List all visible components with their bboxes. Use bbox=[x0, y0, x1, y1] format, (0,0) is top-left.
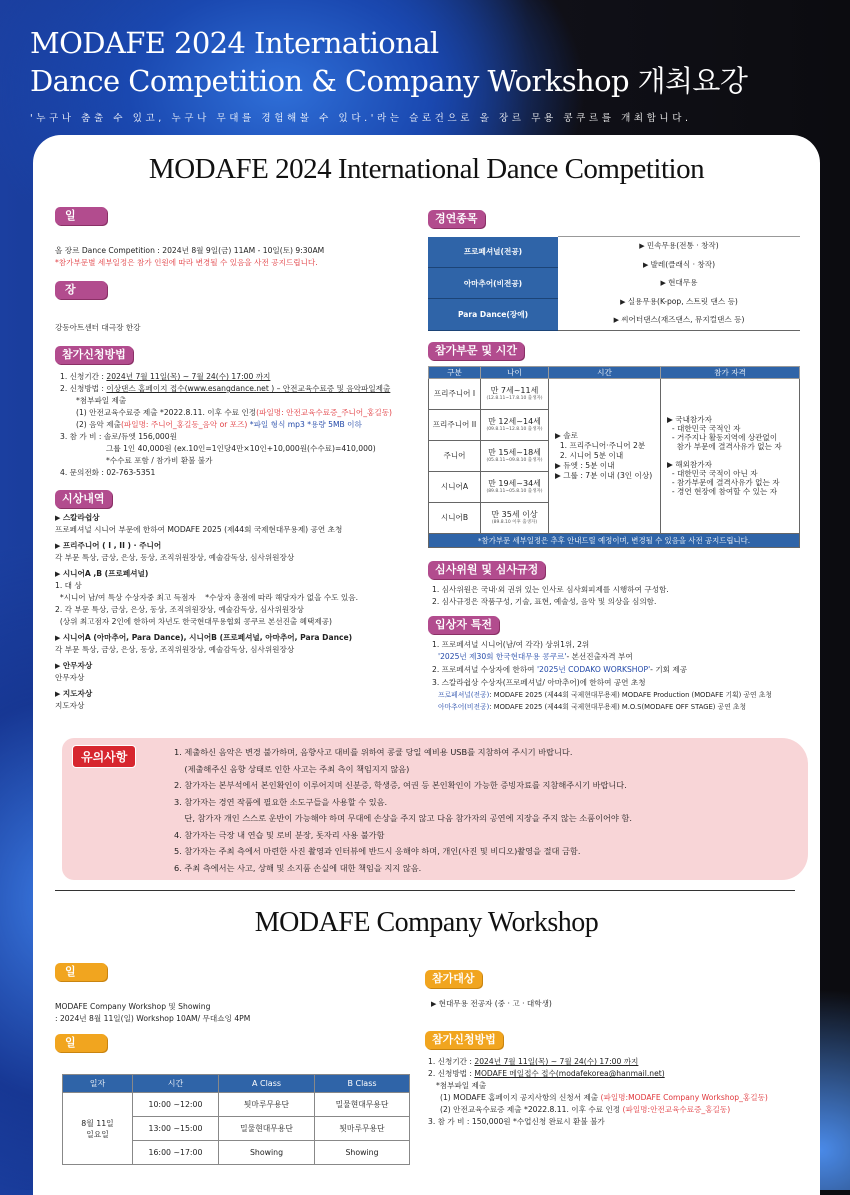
division-name: 시니어B bbox=[429, 502, 481, 533]
benefit-pro-detail: : MODAFE 2025 (제44회 국제현대무용제) MODAFE Production (MODAFE 기획) 공연 초청 bbox=[489, 690, 772, 699]
fee3: *수수료 포함 / 참가비 환불 불가 bbox=[106, 456, 213, 465]
qualification-line: - 대한민국 국적인 자 bbox=[667, 424, 741, 433]
award-detail: 각 부문 특상, 금상, 은상, 동상, 조직위원장상, 예술감독상, 심사위원장상 bbox=[55, 645, 295, 654]
play-arrow-icon: ▶ bbox=[620, 297, 628, 306]
award-detail: 프로페셔널 시니어 부문에 한하여 MODAFE 2025 (제44회 국제현대무용제) 공연 초청 bbox=[55, 525, 343, 534]
age: 만 7세~11세 bbox=[490, 386, 539, 395]
notice-line: 단, 참가자 개인 스스로 운반이 가능해야 하며 무대에 손상을 주지 않고 다음 참가자의 공연에 지장을 주지 않는 소품이어야 함. bbox=[174, 813, 632, 823]
time-cell bbox=[549, 378, 661, 533]
benefit-1: 1. 프로페셔널 시니어(남/여 각각) 상위1위, 2위 bbox=[432, 639, 590, 649]
genre-item bbox=[558, 237, 800, 256]
genre-item bbox=[558, 274, 800, 293]
judging-label: 심사위원 및 심사규정 bbox=[428, 561, 545, 579]
benefit-2-highlight: '2025년 CODAKO WORKSHOP' bbox=[536, 664, 651, 674]
time-line: 2. 시니어 5분 이내 bbox=[555, 450, 624, 460]
file2-format: *파일 형식 mp3 *용량 5MB 이하 bbox=[247, 420, 362, 429]
qualification-line: - 참가부문에 결격사유가 없는 자 bbox=[667, 478, 780, 487]
division-row bbox=[429, 378, 800, 409]
col-header: 구분 bbox=[429, 366, 481, 378]
award-title: 스칼라쉽상 bbox=[62, 513, 100, 522]
notice-line: 1. 제출하신 음악은 변경 불가하며, 음향사고 대비를 위하여 콩쿨 당일 예비용 USB를 지참하여 주시기 바랍니다. bbox=[174, 747, 573, 757]
col-header: 시간 bbox=[549, 366, 661, 378]
ws-apply-list bbox=[425, 1056, 800, 1128]
schedule-note: *참가부문별 세부일정은 참가 인원에 따라 변경될 수 있음을 사전 공지드립니다. bbox=[55, 258, 318, 267]
qualification-line: 참가 부문에 결격사유가 없는 자 bbox=[667, 442, 782, 451]
fee: 3. 참 가 비 : 150,000원 *수업신청 완료시 환불 불가 bbox=[428, 1117, 605, 1126]
award-heading bbox=[55, 540, 420, 552]
benefit-1-highlight: '2025년 제30회 한국현대무용 콩쿠르' bbox=[438, 651, 567, 661]
file1: (1) 안전교육수료증 제출 *2022.8.11. 이후 수료 인정 bbox=[76, 408, 257, 417]
awards-label: 시상내역 bbox=[55, 490, 112, 508]
workshop-title: MODAFE Company Workshop bbox=[254, 907, 599, 938]
award-detail: *시니어 남/여 특상 수상자중 최고 득점자 *수상자 총점에 따라 해당자가 없을 수도 있음. bbox=[55, 593, 359, 602]
timetable bbox=[62, 1074, 410, 1165]
age: 만 19세~34세 bbox=[488, 479, 541, 488]
file2: (2) 안전교육수료증 제출 *2022.8.11. 이후 수료 인정 bbox=[440, 1105, 623, 1114]
award-heading bbox=[55, 512, 420, 524]
cell: 밀물현대무용단 bbox=[219, 1117, 315, 1141]
award-detail: 안무자상 bbox=[55, 673, 85, 682]
play-arrow-icon: ▶ bbox=[431, 1000, 439, 1008]
play-arrow-icon: ▶ bbox=[55, 634, 63, 642]
file2: (2) 음악 제출 bbox=[76, 420, 121, 429]
award-title: 안무자상 bbox=[62, 661, 93, 670]
col-header: B Class bbox=[315, 1075, 410, 1093]
divisions-table bbox=[428, 366, 800, 548]
events-genres bbox=[558, 237, 800, 331]
cell: Showing bbox=[219, 1141, 315, 1165]
award-heading bbox=[55, 568, 420, 580]
award-heading bbox=[55, 688, 420, 700]
play-arrow-icon: ▶ bbox=[613, 316, 622, 324]
judging-line: 2. 심사규정은 작품구성, 기술, 표현, 예술성, 음악 및 의상을 심의함. bbox=[432, 596, 657, 606]
benefits-list bbox=[428, 639, 800, 713]
benefit-3: 3. 스칼라쉽상 수상자(프로페셔널/ 아마추어)에 한하여 공연 초청 bbox=[432, 677, 646, 687]
division-age bbox=[481, 378, 549, 409]
play-arrow-icon: ▶ bbox=[55, 570, 63, 578]
competition-title: MODAFE 2024 International Dance Competition bbox=[148, 153, 705, 185]
birth-range: (05.8.11~09.8.10 출생자) bbox=[486, 458, 543, 463]
divisions-footer: *참가부문 세부일정은 추후 안내드릴 예정이며, 변경될 수 있음을 사전 공지드립니다. bbox=[429, 533, 800, 547]
play-arrow-icon: ▶ bbox=[55, 542, 63, 550]
play-arrow-icon: ▶ bbox=[642, 260, 651, 269]
poster-title-line1: MODAFE 2024 International bbox=[30, 26, 439, 60]
period-value: 2024년 7월 11일(목) ~ 7월 24(수) 17:00 까지 bbox=[474, 1057, 639, 1066]
birth-range: (12.8.11~17.8.10 출생자) bbox=[486, 396, 543, 401]
benefit-amateur-label: 아마추어(비전공) bbox=[438, 702, 490, 711]
award-detail: 지도자상 bbox=[55, 701, 85, 710]
division-name: 프리주니어 I bbox=[429, 378, 481, 409]
genre-label: 씨어터댄스(재즈댄스, 뮤지컬댄스 등) bbox=[621, 315, 745, 324]
age: 만 12세~14세 bbox=[488, 417, 541, 426]
fee1: 3. 참 가 비 : 솔로/듀엣 156,000원 bbox=[60, 432, 177, 441]
division-age bbox=[481, 471, 549, 502]
col-header: 시간 bbox=[133, 1075, 219, 1093]
notice-box bbox=[62, 738, 808, 880]
award-title: 시니어A (아마추어, Para Dance), 시니어B (프로페셔널, 아마추어, Para Dance) bbox=[62, 633, 353, 642]
notice-line: 6. 주최 측에서는 사고, 상해 및 소지품 손실에 대한 책임을 지지 않음. bbox=[174, 862, 422, 873]
notice-line: 2. 참가자는 본부석에서 본인확인이 이루어지며 신분증, 학생증, 여권 등 본인확인이 가능한 증빙자료를 지참해주시기 바랍니다. bbox=[174, 780, 627, 790]
weekday: 일요일 bbox=[86, 1129, 109, 1139]
fee2: 그룹 1인 40,000원 (ex.10인=1인당4만×10인+10,000원(수수료)=410,000) bbox=[106, 444, 376, 453]
division-name: 프리주니어 II bbox=[429, 409, 481, 440]
period-value: 2024년 7월 11일(목) ~ 7월 24(수) 17:00 까지 bbox=[106, 372, 271, 381]
events-category: 아마추어(비전공) bbox=[428, 268, 558, 299]
schedule-text: 올 장르 Dance Competition : 2024년 8월 9일(금) 11AM - 10일(토) 9:30AM bbox=[55, 246, 325, 255]
events-category: 프로페셔널(전공) bbox=[428, 237, 558, 268]
division-age bbox=[481, 502, 549, 533]
division-name: 주니어 bbox=[429, 440, 481, 471]
method-value: 이상댄스 홈페이지 접수(www.esangdance.net ) – 안전교육수료증 및 음악파일제출 bbox=[106, 384, 391, 393]
date: 8월 11일 bbox=[81, 1118, 114, 1128]
notice-list bbox=[174, 744, 632, 876]
division-age bbox=[481, 440, 549, 471]
qualification-line: - 대한민국 국적이 아닌 자 bbox=[667, 469, 758, 478]
apply-list bbox=[55, 371, 420, 479]
birth-range: (89.8.10 이후 출생자) bbox=[491, 520, 538, 525]
genre-label: 실용무용(K-pop, 스트릿 댄스 등) bbox=[627, 296, 738, 306]
award-detail: 1. 대 상 bbox=[55, 581, 82, 590]
benefits-label: 입상자 특전 bbox=[428, 616, 499, 634]
benefit-1-detail: - 본선진출자격 부여 bbox=[566, 651, 633, 661]
notice-line: (제출해주신 음향 상태로 인한 사고는 주최 측이 책임지지 않음) bbox=[174, 763, 410, 774]
divider bbox=[55, 890, 795, 891]
events-category: Para Dance(장애) bbox=[428, 299, 558, 330]
benefit-2-detail: - 기회 제공 bbox=[650, 664, 688, 674]
slogan: '누구나 춤출 수 있고, 누구나 무대를 경험해볼 수 있다.'라는 슬로건으로 올 장르 무용 콩쿠르를 개최합니다. bbox=[30, 113, 692, 124]
cell: Showing bbox=[315, 1141, 410, 1165]
award-title: 프리주니어 ( I , II ) · 주니어 bbox=[62, 541, 162, 550]
play-arrow-icon: ▶ bbox=[660, 279, 669, 287]
schedule-label: 일 시 bbox=[55, 207, 107, 225]
file2-name: (파일명: 주니어_홍길동_음악 or 포즈) bbox=[120, 420, 248, 429]
award-detail: 2. 각 부문 특상, 금상, 은상, 동상, 조직위원장상, 예술감독상, 심사위원장상 bbox=[55, 605, 304, 614]
birth-range: (89.8.11~05.8.10 출생자) bbox=[486, 489, 543, 494]
play-arrow-icon: ▶ bbox=[55, 690, 63, 698]
genre-label: 발레(클래식 · 창작) bbox=[650, 259, 716, 269]
timetable-label: 일 정 bbox=[55, 1034, 107, 1052]
age: 만 15세~18세 bbox=[488, 448, 541, 457]
notice-line: 3. 참가자는 경연 작품에 필요한 소도구들을 사용할 수 있음. bbox=[174, 796, 388, 807]
ws-schedule-line1: MODAFE Company Workshop 및 Showing bbox=[55, 1002, 211, 1011]
cell: 13:00 ~15:00 bbox=[133, 1117, 219, 1141]
award-detail: 각 부문 특상, 금상, 은상, 동상, 조직위원장상, 예술감독상, 심사위원장상 bbox=[55, 553, 295, 562]
play-arrow-icon: ▶ bbox=[55, 514, 63, 522]
award-title: 지도자상 bbox=[62, 689, 93, 698]
competition-right-column bbox=[428, 207, 800, 713]
col-header: 일자 bbox=[63, 1075, 133, 1093]
age: 만 35세 이상 bbox=[491, 510, 538, 519]
genre-item bbox=[558, 293, 800, 312]
qualification-line: ▶ 국내참가자 bbox=[667, 415, 712, 424]
benefit-pro-label: 프로페셔널(전공) bbox=[438, 690, 490, 699]
qualification-line: ▶ 해외참가자 bbox=[667, 460, 712, 469]
notice-line: 4. 참가자는 극장 내 연습 및 로비 분장, 돗자리 사용 불가함 bbox=[174, 829, 385, 840]
col-header: A Class bbox=[219, 1075, 315, 1093]
ws-apply-label: 참가신청방법 bbox=[425, 1031, 503, 1049]
workshop-left-column bbox=[55, 963, 415, 1165]
workshop-right-column bbox=[425, 967, 800, 1128]
qualification-line bbox=[667, 451, 799, 460]
attach-note: *첨부파일 제출 bbox=[76, 396, 127, 405]
notice-line: 5. 참가자는 주최 측에서 마련한 사진 촬영과 인터뷰에 반드시 응해야 하며, 개인(사진 및 비디오)촬영을 절대 금함. bbox=[174, 846, 581, 856]
attach-note: *첨부파일 제출 bbox=[436, 1081, 487, 1090]
venue-label: 장 소 bbox=[55, 281, 107, 299]
col-header: 나이 bbox=[481, 366, 549, 378]
time-line: ▶ 솔로 bbox=[555, 430, 578, 440]
method-label: 2. 신청방법 : bbox=[60, 384, 107, 393]
competition-left-column bbox=[55, 207, 420, 712]
play-arrow-icon: ▶ bbox=[55, 662, 63, 670]
file1: (1) MODAFE 홈페이지 공지사항의 신청서 제출 bbox=[440, 1093, 601, 1102]
date-cell bbox=[63, 1093, 133, 1165]
birth-range: (09.8.11~12.8.10 출생자) bbox=[486, 427, 543, 432]
award-detail: (상위 최고점자 2인에 한하여 차년도 한국현대무용협회 콩쿠르 본선진출 혜택제공) bbox=[55, 617, 332, 626]
file1-name: (파일명: 안전교육수료증_주니어_홍길동) bbox=[256, 408, 392, 417]
method-value: MODAFE 메일접수 접수(modafekorea@hanmail.net) bbox=[474, 1069, 665, 1078]
genre-item bbox=[558, 311, 800, 330]
qualification-cell bbox=[661, 378, 800, 533]
notice-label: 유의사항 bbox=[72, 745, 136, 768]
award-title: 시니어A ,B (프로페셔널) bbox=[62, 569, 149, 578]
cell: 밀물현대무용단 bbox=[315, 1093, 410, 1117]
genre-label: 민속무용(전통 · 창작) bbox=[646, 241, 719, 250]
time-line: ▶ 그룹 : 7분 이내 (3인 이상) bbox=[555, 470, 653, 480]
period-label: 1. 신청기간 : bbox=[428, 1057, 475, 1066]
events-label: 경연종목 bbox=[428, 210, 485, 228]
time-line: ▶ 듀엣 : 5분 이내 bbox=[555, 460, 615, 470]
division-age bbox=[481, 409, 549, 440]
division-name: 시니어A bbox=[429, 471, 481, 502]
col-header: 참가 자격 bbox=[661, 366, 800, 378]
awards-list bbox=[55, 512, 420, 712]
cell: 툇마루무용단 bbox=[219, 1093, 315, 1117]
genre-label: 현대무용 bbox=[668, 278, 698, 287]
period-label: 1. 신청기간 : bbox=[60, 372, 107, 381]
time-line: 1. 프리주니어·주니어 2분 bbox=[555, 440, 646, 450]
benefit-amateur-detail: : MODAFE 2025 (제44회 국제현대무용제) M.O.S(MODAFE OFF STAGE) 공연 초청 bbox=[489, 702, 747, 711]
target-text: 현대무용 전공자 (중 · 고 · 대학생) bbox=[438, 999, 552, 1008]
ws-schedule-line2: : 2024년 8월 11일(일) Workshop 10AM/ 무대쇼잉 4PM bbox=[55, 1014, 251, 1023]
method-label: 2. 신청방법 : bbox=[428, 1069, 475, 1078]
file2-name: (파일명:안전교육수료증_홍길동) bbox=[622, 1105, 731, 1114]
cell: 툇마루무용단 bbox=[315, 1117, 410, 1141]
phone: 4. 문의전화 : 02-763-5351 bbox=[60, 468, 156, 477]
venue-text: 강동아트센터 대극장 한강 bbox=[55, 323, 141, 332]
benefit-2: 2. 프로페셔널 수상자에 한하여 bbox=[432, 664, 537, 674]
file1-name: (파일명:MODAFE Company Workshop_홍길동) bbox=[600, 1093, 768, 1102]
poster-title-line2: Dance Competition & Company Workshop 개최요강 bbox=[30, 64, 748, 98]
events-table bbox=[428, 236, 800, 331]
ws-schedule-label: 일 시 bbox=[55, 963, 107, 981]
qualification-line: - 경연 현장에 참여할 수 있는 자 bbox=[667, 487, 778, 496]
award-heading bbox=[55, 660, 420, 672]
genre-item bbox=[558, 256, 800, 275]
target-label: 참가대상 bbox=[425, 970, 482, 988]
award-heading bbox=[55, 632, 420, 644]
cell: 16:00 ~17:00 bbox=[133, 1141, 219, 1165]
cell: 10:00 ~12:00 bbox=[133, 1093, 219, 1117]
judging-line: 1. 심사위원은 국내·외 권위 있는 인사로 심사회피제를 시행하여 구성함. bbox=[432, 584, 669, 594]
qualification-line: - 거주지나 활동지역에 상관없이 bbox=[667, 433, 778, 442]
apply-label: 참가신청방법 bbox=[55, 346, 133, 364]
play-arrow-icon: ▶ bbox=[639, 242, 647, 250]
divisions-label: 참가부문 및 시간 bbox=[428, 342, 524, 360]
